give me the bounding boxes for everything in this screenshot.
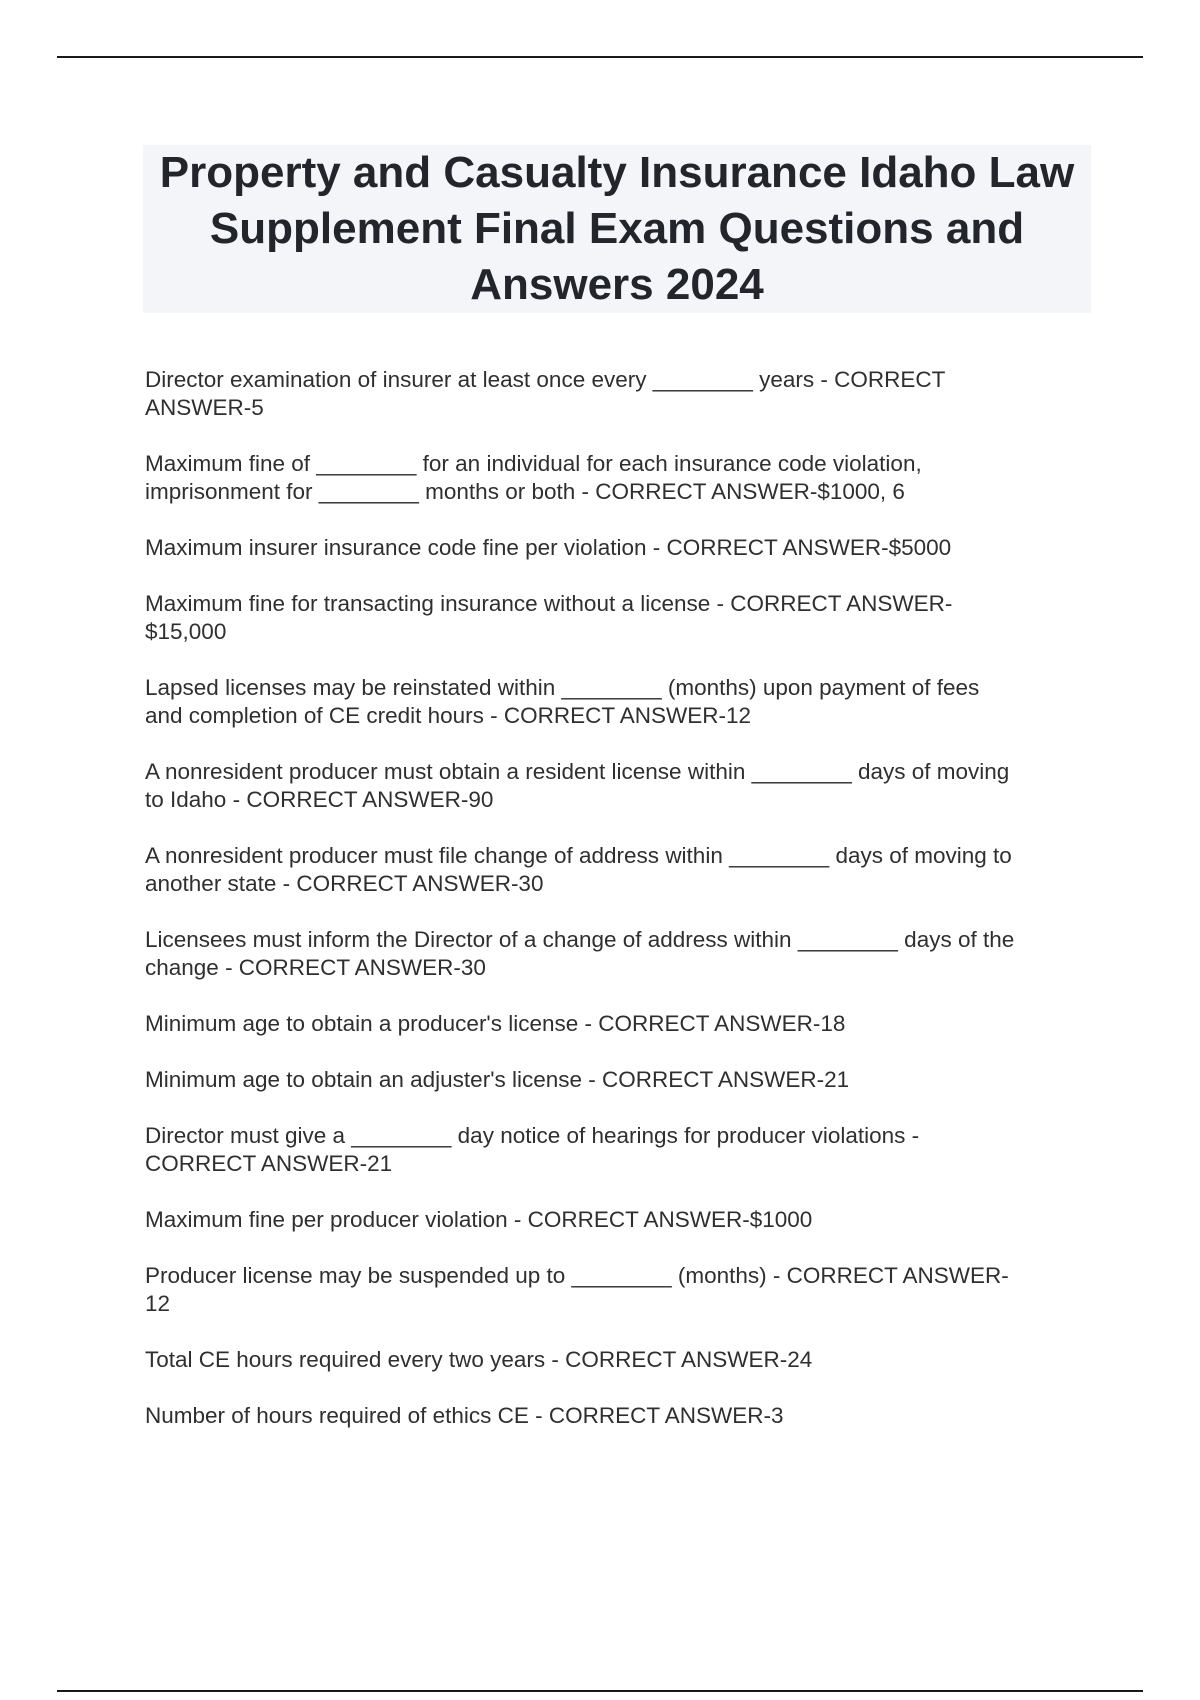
qa-item: Director examination of insurer at least once every ________ years - CORRECT ANSWER-5 xyxy=(145,367,946,420)
qa-list xyxy=(145,366,1090,1458)
qa-item: Total CE hours required every two years - CORRECT ANSWER-24 xyxy=(145,1347,813,1372)
qa-item: Maximum fine of ________ for an individual for each insurance code violation, imprisonment for ________ months or both - CORRECT ANSWER-$1000, 6 xyxy=(145,451,922,504)
qa-item: A nonresident producer must file change of address within ________ days of moving to another state - CORRECT ANSWER-30 xyxy=(145,843,1012,896)
qa-item: Director must give a ________ day notice of hearings for producer violations - CORRECT ANSWER-21 xyxy=(145,1123,920,1176)
top-divider xyxy=(57,56,1143,58)
qa-item: A nonresident producer must obtain a resident license within ________ days of moving to Idaho - CORRECT ANSWER-90 xyxy=(145,759,1010,812)
qa-item: Lapsed licenses may be reinstated within ________ (months) upon payment of fees and completion of CE credit hours - CORRECT ANSWER-12 xyxy=(145,675,980,728)
title-banner xyxy=(143,145,1091,313)
qa-item: Number of hours required of ethics CE - CORRECT ANSWER-3 xyxy=(145,1403,784,1428)
qa-item: Minimum age to obtain an adjuster's license - CORRECT ANSWER-21 xyxy=(145,1067,850,1092)
qa-item: Maximum fine for transacting insurance without a license - CORRECT ANSWER- $15,000 xyxy=(145,591,953,644)
bottom-divider xyxy=(57,1690,1143,1692)
qa-item: Minimum age to obtain a producer's license - CORRECT ANSWER-18 xyxy=(145,1011,846,1036)
page-title: Property and Casualty Insurance Idaho Law Supplement Final Exam Questions and Answers 2024 xyxy=(159,148,1075,309)
qa-item: Maximum insurer insurance code fine per violation - CORRECT ANSWER-$5000 xyxy=(145,535,952,560)
qa-item: Licensees must inform the Director of a change of address within ________ days of the change - CORRECT ANSWER-30 xyxy=(145,927,1015,980)
qa-item: Maximum fine per producer violation - CORRECT ANSWER-$1000 xyxy=(145,1207,813,1232)
qa-item: Producer license may be suspended up to ________ (months) - CORRECT ANSWER- 12 xyxy=(145,1263,1009,1316)
